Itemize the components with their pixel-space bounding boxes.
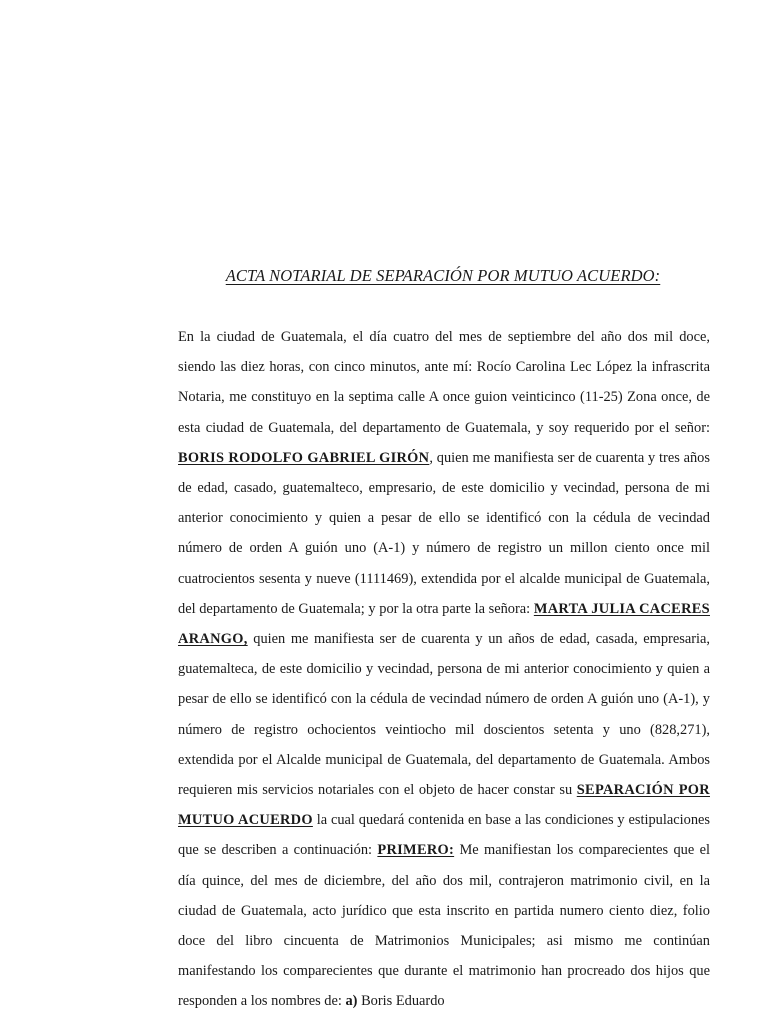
- body-text-wife-details: quien me manifiesta ser de cuarenta y un años de edad, casada, empresaria, guatemalteca, de este domicilio y vecindad, persona de mi anterior conocimiento y quien a pesar de ello se identificó con la cédula de vecindad número de orden A guión uno (A-1), y número de registro ochocientos veintiocho mil doscientos setenta y uno (828,271), extendida por el Alcalde municipal de Guatemala, del departamento de Guatemala. Ambos requieren mis servicios notariales con el objeto de hacer constar su: [178, 631, 710, 799]
- separation-phrase: SEPARACIÓN POR MUTUO ACUERDO: [178, 782, 710, 829]
- list-marker-a: a): [345, 993, 358, 1010]
- body-text-child-name: Boris Eduardo: [361, 993, 445, 1010]
- party-name-husband: BORIS RODOLFO GABRIEL GIRÓN: [178, 449, 430, 466]
- body-text-husband-details: , quien me manifiesta ser de cuarenta y tres años de edad, casado, guatemalteco, empresario, de este domicilio y vecindad, persona de mi anterior conocimiento y quien a pesar de ello se identificó con la cédula de vecindad número de orden A guión uno (A-1) y número de registro un millon ciento once mil cuatrocientos sesenta y nueve (1111469), extendida por el alcalde municipal de Guatemala, del departamento de Guatemala; y por la otra parte la señora:: [178, 449, 710, 617]
- body-text-opening: En la ciudad de Guatemala, el día cuatro del mes de septiembre del año dos mil doce, siendo las diez horas, con cinco minutos, ante mí: Rocío Carolina Lec López la infrascrita Notaria, me constituyo en la septima calle A once guion veinticinco (11-25) Zona once, de esta ciudad de Guatemala, del departamento de Guatemala, y soy requerido por el señor:: [178, 329, 710, 436]
- party-name-wife: MARTA JULIA CACERES ARANGO,: [178, 600, 710, 648]
- clause-heading-primero: PRIMERO:: [377, 842, 455, 859]
- body-text-clause-one: Me manifiestan los comparecientes que el día quince, del mes de diciembre, del año dos mil, contrajeron matrimonio civil, en la ciudad de Guatemala, acto jurídico que esta inscrito en partida numero ciento diez, folio doce del libro cincuenta de Matrimonios Municipales; asi mismo me continúan manifestando los comparecientes que durante el matrimonio han procreado dos hijos que responden a los nombres de:: [178, 842, 710, 1010]
- document-body: [178, 322, 710, 1017]
- document-title: ACTA NOTARIAL DE SEPARACIÓN POR MUTUO ACUERDO:: [225, 266, 661, 285]
- body-text-conditions: la cual quedará contenida en base a las condiciones y estipulaciones que se describen a continuación:: [178, 812, 710, 859]
